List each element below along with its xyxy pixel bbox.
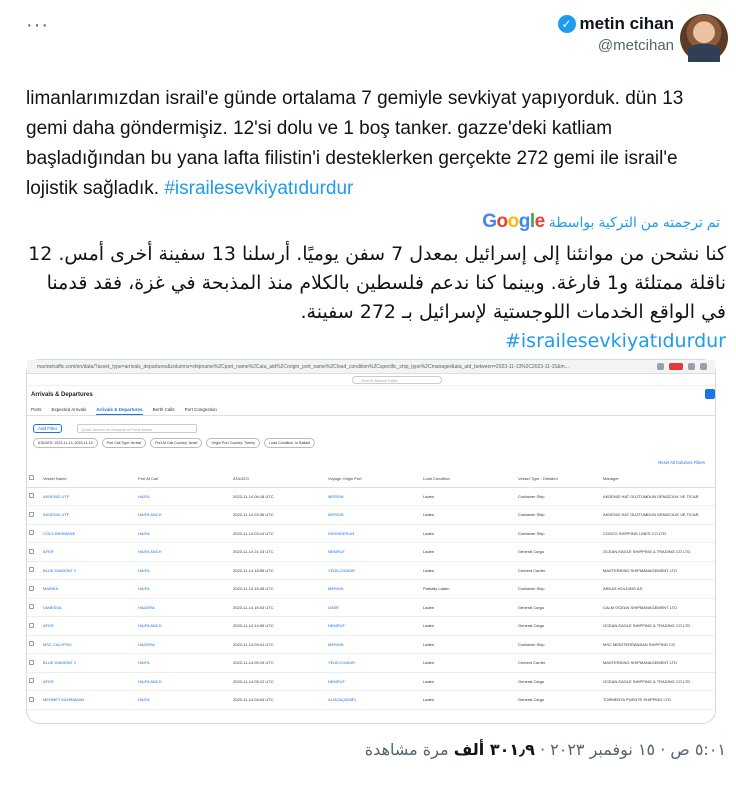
views-label: مرة مشاهدة	[364, 740, 449, 759]
timestamp[interactable]: ٥:٠١ ص · ١٥ نوفمبر ٢٠٢٣ ·	[539, 740, 726, 759]
table-cell: MSC MEDITERRANEAN SHIPPING CO	[601, 635, 658, 654]
avatar[interactable]	[680, 14, 728, 62]
browser-address-bar	[27, 360, 715, 374]
row-checkbox-cell	[27, 691, 41, 710]
checkbox-icon	[29, 604, 34, 609]
checkbox-icon	[29, 493, 34, 498]
table-cell: MASTERKING SHIPMANAGEMENT LTD	[601, 654, 658, 673]
table-cell: Container Ship	[516, 524, 601, 543]
table-cell: HAIFA	[136, 580, 231, 599]
app-search-input: Search MarineTraffic	[352, 376, 442, 384]
checkbox-icon	[29, 678, 34, 683]
row-checkbox-cell	[27, 580, 41, 599]
column-header: ATA/ATD	[231, 470, 326, 487]
table-tools-text: Reset All Columns Filters	[658, 460, 705, 465]
table-tools	[27, 456, 715, 470]
checkbox-icon	[29, 660, 34, 665]
table-cell: Cement Carrier	[516, 654, 601, 673]
row-checkbox-cell	[27, 524, 41, 543]
table-cell: OCEAN EAGLE SHIPPING & TRADING CO LTD	[601, 617, 658, 636]
column-header: Vessel Type - Detailed	[516, 470, 601, 487]
table-cell: CALM OCEAN SHIPMANAGEMENT LTD	[601, 598, 658, 617]
table-cell: HAIFA ANCH	[136, 506, 231, 525]
tab-1: Expected Arrivals	[51, 407, 87, 412]
table-cell: Container Ship	[516, 487, 601, 506]
table-cell: VANESSA	[41, 598, 136, 617]
extension-icon	[657, 363, 664, 370]
table-cell: HAIFA	[136, 691, 231, 710]
table-row	[27, 543, 715, 562]
table-row	[27, 672, 715, 691]
profile-icon	[700, 363, 707, 370]
table-row	[27, 561, 715, 580]
table-cell: MSC CALYPSO	[41, 635, 136, 654]
checkbox-icon	[29, 586, 34, 591]
translation-attribution[interactable]	[482, 211, 720, 233]
table-cell: AKDENIZ UTF	[41, 506, 136, 525]
table-row	[27, 524, 715, 543]
table-header-row	[27, 470, 715, 487]
google-logo: Google	[482, 211, 545, 232]
table-cell: IZMIR	[326, 598, 421, 617]
table-cell: AFER	[41, 672, 136, 691]
table-cell: General Cargo	[516, 598, 601, 617]
checkbox-icon	[29, 697, 34, 702]
table-cell: General Cargo	[516, 617, 601, 636]
table-cell: 2023-11-14 09:19 UTC	[231, 654, 326, 673]
table-cell: MERSIN	[326, 487, 421, 506]
tab-2: Arrivals & Departures	[96, 404, 142, 415]
tweet-meta	[365, 740, 726, 759]
table-cell: 2023-11-14 14:59 UTC	[231, 617, 326, 636]
filter-chip: ATA/ATD: 2023-11-13, 2023-11-15	[33, 438, 98, 448]
row-checkbox-cell	[27, 617, 41, 636]
filter-row	[27, 422, 715, 436]
table-cell: MERSIN	[326, 580, 421, 599]
table-cell: 2023-11-14 16:03 UTC	[231, 598, 326, 617]
row-checkbox-cell	[27, 598, 41, 617]
table-row	[27, 487, 715, 506]
table-cell: Cement Carrier	[516, 561, 601, 580]
table-cell: 2023-11-14 05:12 UTC	[231, 672, 326, 691]
arrivals-table	[27, 470, 715, 710]
table-cell: AKDENIZ HAT GUZTUMDUN DENIZCILIK VE TICAR	[601, 487, 658, 506]
row-checkbox-cell	[27, 654, 41, 673]
table-row	[27, 580, 715, 599]
tweet-body: limanlarımızdan israil'e günde ortalama 7 gemiyle sevkiyat yapıyorduk. dün 13 gemi daha göndermişiz. 12'si dolu ve 1 boş tanker. gazze'deki katliam başladığından bu yana lafta filistin'i desteklerken gerçekte 272 gemi ile israil'e lojistik sağladık.	[26, 88, 684, 199]
table-cell: NEMRUT	[326, 543, 421, 562]
table-cell: OCEAN EAGLE SHIPPING & TRADING CO LTD	[601, 543, 658, 562]
checkbox-icon	[29, 567, 34, 572]
browser-url: marinetraffic.com/en/data/?asset_type=arrivals_departures&columns=shipname%2Cport_name%2Cata_atd%2Corigin_port_name%2Cload_condition%2Cspecific_ship_type%2Cmanager&ata_atd_between=2023-11-13%2C2023-11-15&m...	[37, 364, 569, 370]
table-cell: 2023-11-14 06:18 UTC	[231, 487, 326, 506]
display-name-row[interactable]	[558, 14, 674, 34]
table-cell: MASTERKING SHIPMANAGEMENT LTD	[601, 561, 658, 580]
table-cell: 2023-11-14 03:36 UTC	[231, 506, 326, 525]
table-cell: Laden	[421, 635, 516, 654]
table-cell: AFER	[41, 617, 136, 636]
translated-body: كنا نشحن من موانئنا إلى إسرائيل بمعدل 7 سفن يوميًا. أرسلنا 13 سفينة أخرى أمس. 12 ناقلة ممتلئة و1 فارغة. وبينما كنا ندعم فلسطين بالكلام منذ المذبحة في غزة، فقد قدمنا في الواقع الخدمات اللوجستية لإسرائيل بـ 272 سفينة.	[28, 243, 726, 323]
table-cell: HAIFA	[136, 487, 231, 506]
extension-icon	[688, 363, 695, 370]
column-header: Vessel Name	[41, 470, 136, 487]
checkbox-icon	[29, 512, 34, 517]
table-cell: MERSIN	[326, 635, 421, 654]
table-row	[27, 617, 715, 636]
table-cell: TORMENTA PUENTE SHIPPING LTD	[601, 691, 658, 710]
table-cell: 2023-11-14 03:14 UTC	[231, 524, 326, 543]
column-header: Voyage Origin Port	[326, 470, 421, 487]
table-cell: BLUE DIAMONT 2	[41, 561, 136, 580]
hashtag-link[interactable]: #israilesevkiyatıdurdur	[164, 178, 354, 199]
table-cell: HAIFA ANCH	[136, 617, 231, 636]
table-cell: General Cargo	[516, 691, 601, 710]
youtube-icon	[669, 363, 683, 370]
table-row	[27, 691, 715, 710]
page-title: Arrivals & Departures	[31, 392, 93, 398]
table-cell: Laden	[421, 617, 516, 636]
table-cell: MERSIN	[326, 506, 421, 525]
header-checkbox-cell	[27, 470, 41, 487]
table-cell: AKDENIZ HAT GUZTUMDUN DENIZCILIK VE TICAR	[601, 506, 658, 525]
table-cell: Laden	[421, 654, 516, 673]
table-cell: HAIFA ANCH	[136, 543, 231, 562]
table-cell: MARIKA	[41, 580, 136, 599]
table-cell: ISKENDERUN	[326, 524, 421, 543]
app-top-bar	[27, 374, 715, 386]
table-row	[27, 635, 715, 654]
page-header	[27, 386, 715, 404]
checkbox-icon	[29, 530, 34, 535]
filter-chip: Load Condition: In Ballast	[264, 438, 315, 448]
filter-chips	[27, 438, 715, 448]
handle[interactable]: @metcihan	[597, 37, 674, 54]
table-cell: BLUE DIAMONT 2	[41, 654, 136, 673]
tab-0: Ports	[31, 407, 42, 412]
more-options-icon[interactable]: ···	[26, 14, 49, 36]
table-cell: Partially Laden	[421, 580, 516, 599]
add-filter-button: Add Filter	[33, 424, 62, 433]
filter-chip: Port Call Type: Arrival	[102, 438, 147, 448]
table-cell: NEMRUT	[326, 672, 421, 691]
table-cell: MEHMET KAHRAMAN	[41, 691, 136, 710]
table-cell: Laden	[421, 672, 516, 691]
table-cell: AKDENIZ UTF	[41, 487, 136, 506]
table-cell: Container Ship	[516, 580, 601, 599]
column-header: Load Condition	[421, 470, 516, 487]
checkbox-icon	[29, 549, 34, 554]
tab-3: Berth Calls	[152, 407, 175, 412]
filter-chip: Origin Port Country: Turkey	[206, 438, 260, 448]
table-row	[27, 598, 715, 617]
row-checkbox-cell	[27, 543, 41, 562]
filter-search-input: Quick Search on Vessels or Ports Name	[77, 424, 197, 433]
table-cell: 2023-11-14 18:55 UTC	[231, 561, 326, 580]
table-row	[27, 506, 715, 525]
table-row	[27, 654, 715, 673]
table-cell: OCEAN EAGLE SHIPPING & TRADING CO LTD	[601, 672, 658, 691]
table-cell: AFER	[41, 543, 136, 562]
table-cell: 2023-11-14 16:45 UTC	[231, 580, 326, 599]
translate-label: تم ترجمته من التركية بواسطة	[548, 213, 720, 230]
table-cell: YEDILCHADIR	[326, 654, 421, 673]
tab-4: Port Congestion	[184, 407, 217, 412]
table-cell: HAIFA	[136, 561, 231, 580]
translated-hashtag-link[interactable]: #israilesevkiyatıdurdur	[504, 330, 726, 352]
table-cell: HAIFA ANCH	[136, 672, 231, 691]
table-cell: ALIAGA(IZMIR)	[326, 691, 421, 710]
verified-badge-icon: ✓	[558, 15, 576, 33]
column-header: Manager	[601, 470, 658, 487]
table-cell: YEDILCHADIR	[326, 561, 421, 580]
table-cell: Laden	[421, 598, 516, 617]
browser-toolbar-icons	[657, 363, 707, 370]
row-checkbox-cell	[27, 672, 41, 691]
table-cell: Laden	[421, 524, 516, 543]
row-checkbox-cell	[27, 506, 41, 525]
row-checkbox-cell	[27, 561, 41, 580]
table-cell: Container Ship	[516, 635, 601, 654]
table-cell: General Cargo	[516, 672, 601, 691]
table-cell: NEMRUT	[326, 617, 421, 636]
column-header: Port At Call	[136, 470, 231, 487]
display-name[interactable]: metin cihan	[579, 14, 674, 33]
export-button	[705, 389, 715, 399]
views-count: ٣٠١٫٩ ألف	[453, 740, 535, 759]
table-cell: General Cargo	[516, 543, 601, 562]
row-checkbox-cell	[27, 635, 41, 654]
filter-chip: Port At Call Country: Israel	[150, 438, 202, 448]
checkbox-icon	[29, 641, 34, 646]
author-info	[558, 14, 674, 54]
translated-text	[16, 240, 726, 356]
table-cell: Laden	[421, 543, 516, 562]
table-cell: Laden	[421, 691, 516, 710]
table-cell: ARKAS HOLDING AS	[601, 580, 658, 599]
table-cell: HAIFA	[136, 654, 231, 673]
attached-screenshot[interactable]	[26, 359, 716, 724]
table-cell: HADERA	[136, 635, 231, 654]
table-cell: 2023-11-14 21:13 UTC	[231, 543, 326, 562]
checkbox-icon	[29, 475, 34, 480]
table-cell: HADERA	[136, 598, 231, 617]
table-cell: COSCO SHIPPING LINES CO LTD	[601, 524, 658, 543]
tab-bar	[27, 404, 715, 416]
table-cell: Laden	[421, 561, 516, 580]
table-cell: Laden	[421, 487, 516, 506]
table-cell: HAIFA	[136, 524, 231, 543]
table-cell: Laden	[421, 506, 516, 525]
table-cell: 2023-11-14 09:41 UTC	[231, 635, 326, 654]
table-cell: Container Ship	[516, 506, 601, 525]
tweet-text	[26, 84, 716, 204]
table-cell: 2023-11-14 04:04 UTC	[231, 691, 326, 710]
checkbox-icon	[29, 623, 34, 628]
table-cell: COLS BRISBANE	[41, 524, 136, 543]
row-checkbox-cell	[27, 487, 41, 506]
